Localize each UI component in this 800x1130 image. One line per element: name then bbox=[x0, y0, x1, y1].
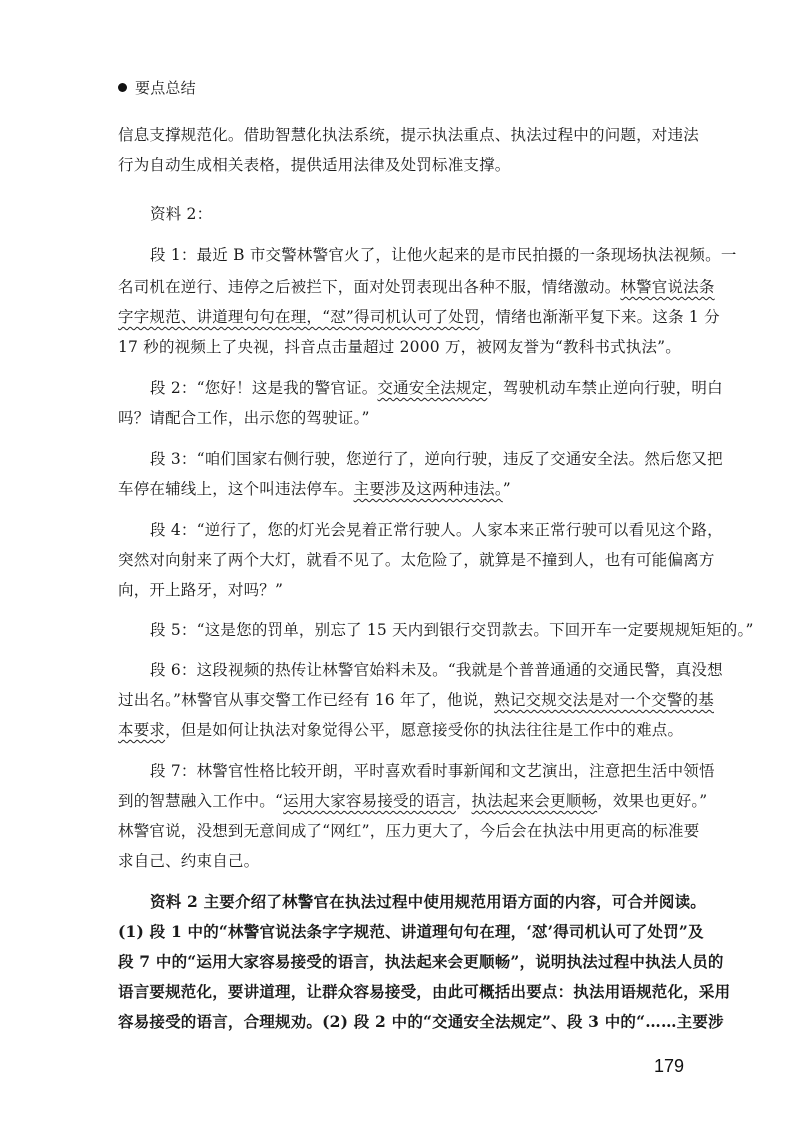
underlined-key-phrase: 本要求 bbox=[118, 721, 166, 739]
text-segment: 名司机在逆行、违停之后被拦下，面对处罚表现出各种不服，情绪激动。 bbox=[118, 278, 621, 296]
paragraph-3-line bbox=[150, 449, 723, 469]
text-segment: 段 7：林警官性格比较开朗，平时喜欢看时事新闻和文艺演出，注意把生活中领悟 bbox=[150, 762, 715, 780]
underlined-key-phrase: 字字规范、讲道理句句在理，“怼”得司机认可了处罚 bbox=[118, 308, 480, 326]
text-segment: 向，开上路牙，对吗？” bbox=[118, 581, 284, 599]
paragraph-5-line bbox=[150, 620, 754, 640]
analysis-line: 段 7 中的“运用大家容易接受的语言，执法起来会更顺畅”，说明执法过程中执法人员的 bbox=[118, 952, 724, 971]
text-segment: 突然对向射来了两个大灯，就看不见了。太危险了，就算是不撞到人，也有可能偏离方 bbox=[118, 551, 715, 569]
paragraph-1-line bbox=[118, 277, 715, 297]
text-segment: 段 6：这段视频的热传让林警官始料未及。“我就是个普普通通的交通民警，真没想 bbox=[150, 661, 723, 679]
summary-line: 行为自动生成相关表格，提供适用法律及处罚标准支撑。 bbox=[118, 156, 511, 174]
paragraph-1-line bbox=[118, 307, 720, 327]
underlined-key-phrase: 运用大家容易接受的语言 bbox=[283, 792, 456, 810]
page-number: 179 bbox=[654, 1056, 685, 1076]
text-segment: 吗？请配合工作，出示您的驾驶证。” bbox=[118, 409, 370, 427]
underlined-key-phrase: 执法起来会更顺畅 bbox=[471, 792, 598, 810]
text-segment: ，情绪也渐渐平复下来。这条 1 分 bbox=[479, 308, 720, 326]
paragraph-4-line bbox=[118, 550, 715, 570]
summary-heading-text: 要点总结 bbox=[135, 79, 196, 97]
text-segment: ” bbox=[502, 480, 511, 498]
paragraph-7-line bbox=[118, 821, 698, 841]
underlined-key-phrase: 林警官说法条 bbox=[620, 278, 715, 296]
paragraph-6-line bbox=[118, 720, 698, 740]
bullet-icon bbox=[118, 83, 127, 92]
underlined-key-phrase: 交通安全法规定 bbox=[377, 379, 488, 397]
text-segment: 到的智慧融入工作中。“ bbox=[118, 792, 284, 810]
paragraph-7-line bbox=[150, 761, 715, 781]
paragraph-3-line bbox=[118, 479, 698, 499]
paragraph-4-line bbox=[150, 520, 723, 540]
text-segment: 过出名。”林警官从事交警工作已经有 16 年了，他说， bbox=[118, 691, 495, 709]
paragraph-2-line bbox=[118, 408, 698, 428]
text-segment: ，驾驶机动车禁止逆向行驶，明白 bbox=[487, 379, 723, 397]
text-segment: 段 3：“咱们国家右侧行驶，您逆行了，逆向行驶，违反了交通安全法。然后您又把 bbox=[150, 450, 723, 468]
paragraph-2-line bbox=[150, 378, 723, 398]
text-segment: ， bbox=[455, 792, 472, 810]
analysis-line: 资料 2 主要介绍了林警官在执法过程中使用规范用语方面的内容，可合并阅读。 bbox=[150, 892, 706, 911]
summary-line: 信息支撑规范化。借助智慧化执法系统，提示执法重点、执法过程中的问题，对违法 bbox=[118, 126, 699, 144]
underlined-key-phrase: 熟记交规交法是对一个交警的基 bbox=[494, 691, 714, 709]
text-segment: 17 秒的视频上了央视，抖音点击量超过 2000 万，被网友誉为“教科书式执法”。 bbox=[118, 338, 682, 356]
paragraph-4-line bbox=[118, 580, 698, 600]
text-segment: ，效果也更好。” bbox=[597, 792, 708, 810]
paragraph-7-line bbox=[118, 851, 698, 871]
summary-heading bbox=[118, 78, 698, 98]
text-segment: 林警官说，没想到无意间成了“网红”，压力更大了，今后会在执法中用更高的标准要 bbox=[118, 822, 700, 840]
analysis-line: 语言要规范化，要讲道理，让群众容易接受，由此可概括出要点：执法用语规范化，采用 bbox=[118, 982, 731, 1001]
paragraph-7-line bbox=[118, 791, 708, 811]
text-segment: 车停在辅线上，这个叫违法停车。 bbox=[118, 480, 354, 498]
underlined-key-phrase: 主要涉及这两种违法。 bbox=[353, 480, 503, 498]
paragraph-6-line bbox=[118, 690, 714, 710]
paragraph-6-line bbox=[150, 660, 723, 680]
paragraph-1-line bbox=[118, 337, 698, 357]
material-title: 资料 2： bbox=[150, 205, 213, 223]
analysis-line: 容易接受的语言，合理规劝。(2) 段 2 中的“交通安全法规定”、段 3 中的“……主要涉 bbox=[118, 1012, 724, 1031]
text-segment: ，但是如何让执法对象觉得公平，愿意接受你的执法往往是工作中的难点。 bbox=[165, 721, 684, 739]
analysis-line: (1) 段 1 中的“林警官说法条字字规范、讲道理句句在理，‘怼’得司机认可了处罚”及 bbox=[118, 922, 704, 941]
text-segment: 求自己、约束自己。 bbox=[118, 852, 260, 870]
text-segment: 段 1：最近 B 市交警林警官火了，让他火起来的是市民拍摄的一条现场执法视频。一 bbox=[150, 246, 737, 264]
paragraph-1-line bbox=[150, 245, 737, 265]
text-segment: 段 2：“您好！这是我的警官证。 bbox=[150, 379, 378, 397]
text-segment: 段 5：“这是您的罚单，别忘了 15 天内到银行交罚款去。下回开车一定要规规矩矩的。” bbox=[150, 621, 754, 639]
text-segment: 段 4：“逆行了，您的灯光会晃着正常行驶人。人家本来正常行驶可以看见这个路， bbox=[150, 521, 723, 539]
